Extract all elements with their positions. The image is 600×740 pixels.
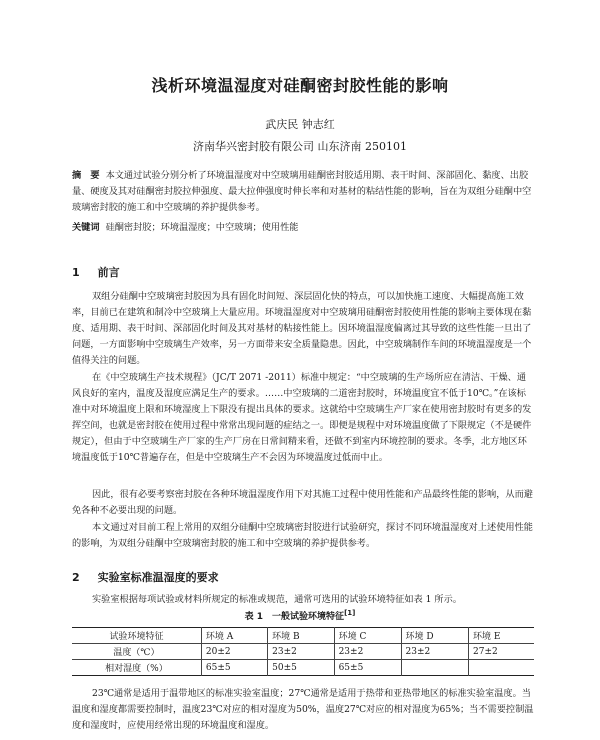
section-number: 2 (72, 571, 80, 584)
body-paragraph: 在《中空玻璃生产技术规程》（JC/T 2071 -2011）标准中规定：“中空玻璃的生产场所应在清洁、干燥、通风良好的室内，温度及湿度应满足生产的要求。……中空玻璃的二道密封胶时，环境温度宜不低于10℃。”在该标准中对环境温度上限和环境湿度上下限没有提出具体的要求。这就给中空玻璃生产厂家在使用密封胶时有更多的发挥空间，也就是密封胶在使用过程中常常出现问题的症结之一。即便是规程中对环境温度做了下限规定（不是硬件规定），但由于中空玻璃生产厂家的生产厂房在日常间精来看，还做不到室内环境控制的要求。冬季，北方地区环境温度低于10℃普遍存在，但是中空玻璃生产不会因为环境温度过低而中止。 (72, 372, 532, 463)
keywords-text: 硅酮密封胶；环境温湿度；中空玻璃；使用性能 (105, 222, 299, 233)
abstract-text: 本文通过试验分别分析了环境温湿度对中空玻璃用硅酮密封胶适用期、表干时间、深部固化、黏度、出胶量、硬度及其对硅酮密封胶拉伸强度、最大拉伸强度时伸长率和对基材的粘结性能的影响，旨在为双组分硅酮中空玻璃密封胶的施工和中空玻璃的养护提供参考。 (72, 170, 532, 213)
section-heading-intro (72, 264, 120, 280)
table-cell: 23±2 (401, 644, 469, 660)
section-title: 实验室标准温湿度的要求 (97, 571, 219, 584)
table-header-cell: 试验环境特征 (109, 632, 164, 642)
body-paragraph: 23℃通常是适用于温带地区的标准实验室温度；27℃通常是适用于热带和亚热带地区的标准实验室温度。当温度和湿度都需要控制时，温度23℃对应的相对湿度为50%，温度27℃对应的相对湿度为65%；当不需要控制温度和湿度时，应使用经常出现的环境温度和湿度。 (72, 688, 534, 731)
table-cell: 温度（℃） (113, 648, 160, 658)
body-paragraph: 双组分硅酮中空玻璃密封胶因为具有固化时间短、深层固化快的特点，可以加快施工速度、大幅提高施工效率，目前已在建筑和制冷中空玻璃上大量应用。环境温湿度对中空玻璃用硅酮密封胶使用性能的影响主要体现在黏度、适用期、表干时间、深部固化时间及其对基材的粘接性能上。因环境温湿度偏离过其导致的这些性能一旦出了问题，一方面影响中空玻璃生产效率，另一方面带来安全质量隐患。因此，中空玻璃制作车间的环境温湿度是一个值得关注的问题。 (72, 291, 532, 366)
abstract-label: 摘 要 (72, 170, 100, 181)
abstract (72, 168, 534, 216)
table-header-cell: 环境 D (401, 628, 469, 644)
table-cell: 相对湿度（%） (105, 664, 168, 674)
section-title: 前言 (97, 266, 120, 279)
table-header-cell: 环境 E (469, 628, 534, 644)
table-cell: 65±5 (201, 660, 267, 676)
table-cell: 23±2 (268, 644, 334, 660)
authors: 武庆民 钟志红 (265, 118, 335, 131)
paper-title: 浅析环境温湿度对硅酮密封胶性能的影响 (151, 76, 449, 95)
table-row (72, 660, 534, 676)
table-cell: 50±5 (268, 660, 334, 676)
environment-table (72, 627, 534, 676)
table-header-cell: 环境 B (268, 628, 334, 644)
body-paragraph: 本文通过对目前工程上常用的双组分硅酮中空玻璃密封胶进行试验研究，探讨不同环境温湿度对上述使用性能的影响，为双组分硅酮中空玻璃密封胶的施工和中空玻璃的养护提供参考。 (72, 522, 533, 549)
body-paragraph: 因此，很有必要考察密封胶在各种环境温湿度作用下对其施工过程中使用性能和产品最终性能的影响，从而避免各种不必要出现的问题。 (72, 489, 533, 516)
keywords (72, 220, 534, 236)
table-cell: 23±2 (334, 644, 401, 660)
body-paragraph: 实验室根据每项试验或材料所规定的标准或规范，通常可选用的试验环境特征如表 1 所示。 (92, 594, 462, 605)
table-header-cell: 环境 C (334, 628, 401, 644)
table-cell: 20±2 (201, 644, 267, 660)
table-header-cell: 环境 A (201, 628, 267, 644)
table-header-row (72, 628, 534, 644)
table-cell (401, 660, 469, 676)
section-heading-lab-requirements (72, 569, 219, 585)
section-number: 1 (72, 266, 80, 279)
table-cell (469, 660, 534, 676)
table-caption (0, 609, 600, 622)
table-cell: 27±2 (469, 644, 534, 660)
table-caption-ref: [1] (344, 609, 356, 617)
table-row (72, 644, 534, 660)
affiliation: 济南华兴密封胶有限公司 山东济南 250101 (193, 140, 407, 153)
table-cell: 65±5 (334, 660, 401, 676)
table-caption-text: 表 1 一般试验环境特征 (244, 612, 345, 622)
keywords-label: 关键词 (72, 222, 100, 233)
